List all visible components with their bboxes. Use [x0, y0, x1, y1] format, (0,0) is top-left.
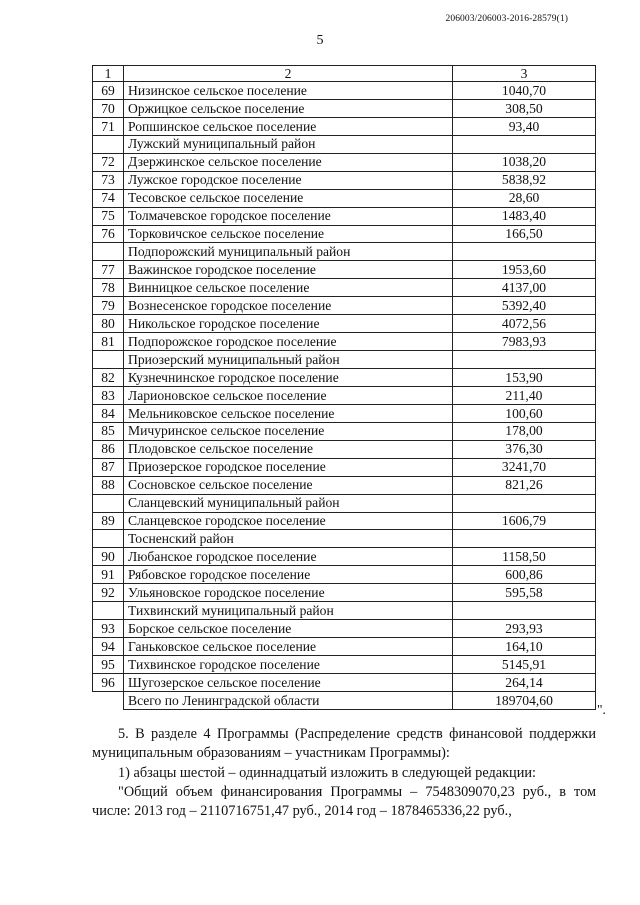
row-name: Сланцевский муниципальный район [124, 494, 453, 512]
row-value: 4072,56 [453, 315, 596, 333]
table-row [93, 638, 596, 656]
row-name: Приозерский муниципальный район [124, 351, 453, 369]
total-label: Всего по Ленинградской области [124, 691, 453, 709]
district-header-row [93, 135, 596, 153]
row-name: Подпорожский муниципальный район [124, 243, 453, 261]
paragraph-item-1: 1) абзацы шестой – одиннадцатый изложить в следующей редакции: [118, 765, 536, 781]
row-name: Торковичское сельское поселение [124, 225, 453, 243]
row-number: 83 [93, 386, 124, 404]
row-name: Сланцевское городское поселение [124, 512, 453, 530]
table-row [93, 207, 596, 225]
row-value: 293,93 [453, 620, 596, 638]
row-number: 85 [93, 422, 124, 440]
row-number: 79 [93, 297, 124, 315]
row-number [93, 351, 124, 369]
table-row [93, 386, 596, 404]
table-row [93, 458, 596, 476]
row-number: 80 [93, 315, 124, 333]
total-value: 189704,60 [453, 691, 596, 709]
total-row [93, 691, 596, 709]
row-value: 166,50 [453, 225, 596, 243]
row-name: Оржицкое сельское поселение [124, 99, 453, 117]
table-row [93, 673, 596, 691]
row-number: 87 [93, 458, 124, 476]
table-row [93, 476, 596, 494]
table-row [93, 548, 596, 566]
table-row [93, 261, 596, 279]
row-value: 7983,93 [453, 333, 596, 351]
table-row [93, 171, 596, 189]
row-number: 91 [93, 566, 124, 584]
row-number: 82 [93, 369, 124, 387]
row-number: 76 [93, 225, 124, 243]
district-header-row [93, 602, 596, 620]
row-name: Важинское городское поселение [124, 261, 453, 279]
table-row [93, 279, 596, 297]
row-value: 164,10 [453, 638, 596, 656]
row-value: 1158,50 [453, 548, 596, 566]
row-number: 71 [93, 117, 124, 135]
row-number: 72 [93, 153, 124, 171]
row-name: Дзержинское сельское поселение [124, 153, 453, 171]
row-number: 74 [93, 189, 124, 207]
row-name: Тесовское сельское поселение [124, 189, 453, 207]
row-value: 4137,00 [453, 279, 596, 297]
table-row [93, 404, 596, 422]
row-name: Приозерское городское поселение [124, 458, 453, 476]
row-name: Винницкое сельское поселение [124, 279, 453, 297]
paragraph-total-funding: "Общий объем финансирования Программы – 7548309070,23 руб., в том числе: 2013 год – 2110716751,47 руб., 2014 год – 1878465336,22 руб., [92, 784, 596, 819]
header-col-1: 1 [93, 66, 124, 82]
table-row [93, 117, 596, 135]
row-name: Мельниковское сельское поселение [124, 404, 453, 422]
row-value: 600,86 [453, 566, 596, 584]
row-name: Шугозерское сельское поселение [124, 673, 453, 691]
table-row [93, 369, 596, 387]
row-value: 595,58 [453, 584, 596, 602]
row-value [453, 351, 596, 369]
row-number: 89 [93, 512, 124, 530]
row-value: 211,40 [453, 386, 596, 404]
table-row [93, 566, 596, 584]
row-value: 1040,70 [453, 82, 596, 100]
district-header-row [93, 243, 596, 261]
table-row [93, 656, 596, 674]
row-value: 5145,91 [453, 656, 596, 674]
row-name: Ганьковское сельское поселение [124, 638, 453, 656]
row-value: 100,60 [453, 404, 596, 422]
row-number: 81 [93, 333, 124, 351]
table-row [93, 422, 596, 440]
row-number: 95 [93, 656, 124, 674]
row-number [93, 530, 124, 548]
row-value: 308,50 [453, 99, 596, 117]
district-header-row [93, 530, 596, 548]
row-number [93, 243, 124, 261]
row-number: 84 [93, 404, 124, 422]
row-value: 376,30 [453, 440, 596, 458]
row-name: Лужский муниципальный район [124, 135, 453, 153]
row-value: 153,90 [453, 369, 596, 387]
district-header-row [93, 494, 596, 512]
row-name: Тихвинский муниципальный район [124, 602, 453, 620]
row-name: Низинское сельское поселение [124, 82, 453, 100]
row-value: 1606,79 [453, 512, 596, 530]
table-row [93, 153, 596, 171]
row-number: 93 [93, 620, 124, 638]
table-row [93, 333, 596, 351]
row-name: Рябовское городское поселение [124, 566, 453, 584]
row-number: 70 [93, 99, 124, 117]
header-col-3: 3 [453, 66, 596, 82]
row-name: Вознесенское городское поселение [124, 297, 453, 315]
paragraph-section-4: 5. В разделе 4 Программы (Распределение средств финансовой поддержки муниципальным образованиям – участникам Программы): [92, 726, 596, 761]
row-value: 1483,40 [453, 207, 596, 225]
row-value: 3241,70 [453, 458, 596, 476]
row-number [93, 494, 124, 512]
row-number: 94 [93, 638, 124, 656]
table-header-row [93, 66, 596, 82]
table-row [93, 99, 596, 117]
row-name: Лужское городское поселение [124, 171, 453, 189]
quote-end-mark: ". [597, 702, 606, 717]
row-value [453, 530, 596, 548]
row-number: 73 [93, 171, 124, 189]
row-number: 77 [93, 261, 124, 279]
table-row [93, 82, 596, 100]
row-number: 86 [93, 440, 124, 458]
row-name: Подпорожское городское поселение [124, 333, 453, 351]
row-value: 1953,60 [453, 261, 596, 279]
page-number: 5 [316, 33, 324, 48]
row-number: 92 [93, 584, 124, 602]
row-number: 78 [93, 279, 124, 297]
total-blank-cell [93, 691, 124, 709]
row-value: 5838,92 [453, 171, 596, 189]
row-name: Тихвинское городское поселение [124, 656, 453, 674]
row-name: Сосновское сельское поселение [124, 476, 453, 494]
row-value [453, 494, 596, 512]
row-name: Мичуринское сельское поселение [124, 422, 453, 440]
district-header-row [93, 351, 596, 369]
row-name: Борское сельское поселение [124, 620, 453, 638]
row-value [453, 602, 596, 620]
row-name: Толмачевское городское поселение [124, 207, 453, 225]
row-name: Плодовское сельское поселение [124, 440, 453, 458]
row-name: Ульяновское городское поселение [124, 584, 453, 602]
row-number: 69 [93, 82, 124, 100]
row-name: Ропшинское сельское поселение [124, 117, 453, 135]
row-name: Никольское городское поселение [124, 315, 453, 333]
table-row [93, 620, 596, 638]
row-value: 821,26 [453, 476, 596, 494]
row-value: 264,14 [453, 673, 596, 691]
row-name: Кузнечнинское городское поселение [124, 369, 453, 387]
row-number: 90 [93, 548, 124, 566]
row-value [453, 243, 596, 261]
row-value: 1038,20 [453, 153, 596, 171]
header-col-2: 2 [124, 66, 453, 82]
row-number: 75 [93, 207, 124, 225]
table-row [93, 225, 596, 243]
row-value [453, 135, 596, 153]
table-row [93, 440, 596, 458]
table-row [93, 297, 596, 315]
table-row [93, 512, 596, 530]
row-number [93, 135, 124, 153]
row-value: 5392,40 [453, 297, 596, 315]
row-value: 28,60 [453, 189, 596, 207]
funding-table [92, 65, 596, 710]
row-number: 96 [93, 673, 124, 691]
table-row [93, 189, 596, 207]
row-value: 178,00 [453, 422, 596, 440]
row-name: Ларионовское сельское поселение [124, 386, 453, 404]
table-row [93, 315, 596, 333]
row-value: 93,40 [453, 117, 596, 135]
row-number [93, 602, 124, 620]
table-row [93, 584, 596, 602]
document-id: 206003/206003-2016-28579(1) [445, 14, 568, 24]
row-name: Тосненский район [124, 530, 453, 548]
row-name: Любанское городское поселение [124, 548, 453, 566]
row-number: 88 [93, 476, 124, 494]
